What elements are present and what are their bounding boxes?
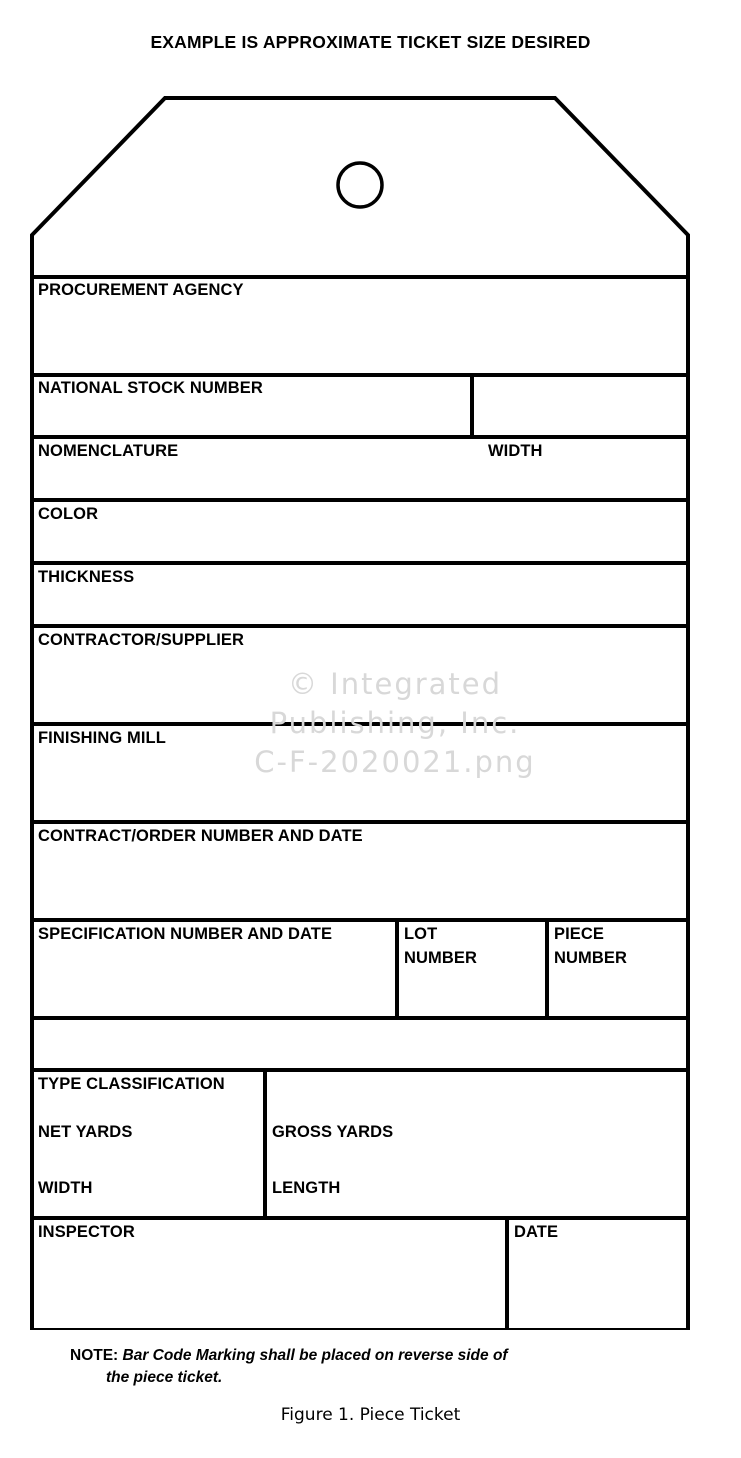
field-label-net-yards: NET YARDS [38,1123,133,1141]
field-label-procurement-agency: PROCUREMENT AGENCY [38,281,244,299]
field-label-inspector: INSPECTOR [38,1223,135,1241]
field-label-length: LENGTH [272,1179,341,1197]
field-label-piece-number-line1: PIECE [554,925,605,943]
field-label-type-classification: TYPE CLASSIFICATION [38,1075,225,1093]
field-label-piece-number-line2: NUMBER [554,949,628,967]
field-label-width-bottom: WIDTH [38,1179,93,1197]
field-label-contract-order-number-and-date: CONTRACT/ORDER NUMBER AND DATE [38,827,363,845]
note-text [70,1345,680,1390]
field-label-nomenclature: NOMENCLATURE [38,442,179,460]
piece-ticket-diagram [20,85,720,1330]
watermark-line-3: C-F-2020021.png [254,745,536,780]
field-label-lot-number-line2: NUMBER [404,949,478,967]
field-label-date: DATE [514,1223,559,1241]
field-label-width-top: WIDTH [488,442,543,460]
page-title: EXAMPLE IS APPROXIMATE TICKET SIZE DESIRED [150,32,591,52]
watermark-line-1: © Integrated [287,667,503,701]
field-label-finishing-mill: FINISHING MILL [38,729,166,747]
field-label-specification-number-and-date: SPECIFICATION NUMBER AND DATE [38,925,333,943]
field-label-thickness: THICKNESS [38,568,135,586]
field-label-national-stock-number: NATIONAL STOCK NUMBER [38,379,263,397]
note-line-1: Bar Code Marking shall be placed on reverse side of [122,1347,508,1364]
ticket-outline-svg [20,85,720,1330]
figure-caption: Figure 1. Piece Ticket [280,1405,461,1425]
field-label-lot-number-line1: LOT [404,925,438,943]
field-label-gross-yards: GROSS YARDS [272,1123,394,1141]
watermark-line-2: Publishing, Inc. [269,706,521,741]
field-label-color: COLOR [38,505,99,523]
tag-hole [338,163,382,207]
note-line-2: the piece ticket. [106,1369,223,1387]
field-label-contractor-supplier: CONTRACTOR/SUPPLIER [38,631,245,649]
note-lead: NOTE: [70,1347,119,1364]
